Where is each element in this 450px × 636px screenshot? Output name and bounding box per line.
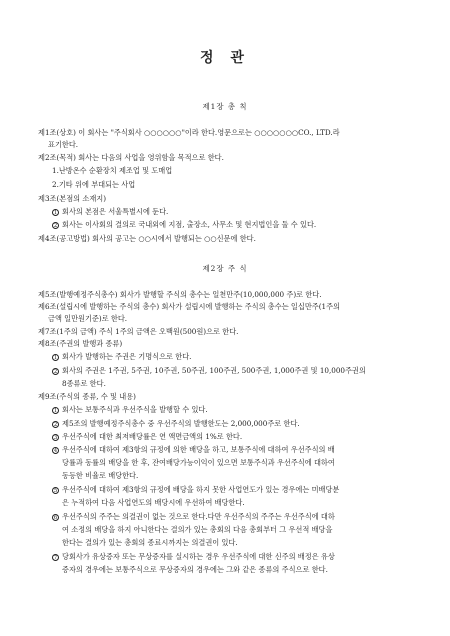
clause-marker: 5: [53, 488, 58, 494]
chapter-2-heading: 제2장 주 식: [202, 264, 248, 273]
article-5: 제5조(발행예정주식총수) 회사가 발행할 주식의 총수는 일천만주(10,000,000 주)로 한다.: [38, 290, 322, 299]
article-7: 제7조(1주의 금액) 주식 1주의 금액은 오백원(500원)으로 한다.: [38, 327, 239, 336]
article-3-clause-2: 2 회사는 이사회의 결의로 국내외에 지점, 출장소, 사무소 및 현지법인을 둘 수 있다.: [53, 220, 317, 229]
article-9-clause-7-cont: 증자의 경우에는 보통주식으로 무상증자의 경우에는 그와 같은 종류의 주식으로 한다.: [62, 565, 328, 574]
clause-marker: 1: [53, 210, 58, 216]
clause-marker: 7: [53, 555, 58, 561]
article-6: 제6조(설립시에 발행하는 주식의 총수) 회사가 설립시에 발행하는 주식의 총수는 일십만주(1주의: [38, 302, 340, 311]
clause-marker: 2: [53, 223, 58, 229]
article-9-clause-5: 5 우선주식에 대하여 제3항의 규정에 배당을 하지 못한 사업연도가 있는 경우에는 미배당분: [53, 485, 340, 494]
article-9-clause-4-cont: 당률과 동률의 배당을 한 후, 잔여배당가능이익이 있으면 보통주식과 우선주식에 대하여: [62, 458, 335, 467]
article-9-clause-6: 6 우선주식의 주주는 의결권이 없는 것으로 한다.다만 우선주식의 주주는 우선주식에 대하: [53, 512, 335, 521]
article-9-clause-4: 4 우선주식에 대하여 제3항의 규정에 의한 배당을 하고, 보통주식에 대하여 우선주식의 배: [53, 445, 335, 454]
article-9: 제9조(주식의 종류, 수 및 내용): [38, 392, 136, 401]
clause-marker: 6: [53, 515, 58, 521]
article-8-clause-2: 2 회사의 주권은 1주권, 5주권, 10주권, 50주권, 100주권, 500주권, 1,000주권 및 10,000주권의: [53, 366, 366, 375]
clause-marker: 1: [53, 355, 58, 361]
document-title: 정 관: [200, 50, 250, 66]
article-4: 제4조(공고방법) 회사의 공고는 ○○시에서 발행되는 ○○신문에 한다.: [38, 234, 256, 243]
article-6-cont: 금액 일만원기준)로 한다.: [48, 314, 128, 323]
article-2: 제2조(목적) 회사는 다음의 사업을 영위함을 목적으로 한다.: [38, 153, 224, 162]
article-9-clause-3: 3 우선주식에 대한 최저배당률은 연 액면금액의 1%로 한다.: [53, 432, 243, 441]
clause-marker: 3: [53, 435, 58, 441]
article-9-clause-5-cont: 은 누적하여 다음 사업연도의 배당시에 우선하여 배당한다.: [62, 498, 245, 507]
article-3: 제3조(본점의 소재지): [38, 194, 107, 203]
article-9-clause-2: 2 제5조의 발행예정주식총수 중 우선주식의 발행한도는 2,000,000주로 한다.: [53, 419, 300, 428]
clause-marker: 4: [53, 448, 58, 454]
article-3-clause-1: 1 회사의 본점은 서울특별시에 둔다.: [53, 207, 169, 216]
article-9-clause-6-cont2: 한다는 결의가 있는 총회의 종료시까지는 의결권이 있다.: [62, 538, 238, 547]
article-8-clause-1: 1 회사가 발행하는 주권은 기명식으로 한다.: [53, 352, 192, 361]
article-9-clause-4-cont2: 동등한 비율로 배당한다.: [62, 471, 139, 480]
article-9-clause-7: 7 당회사가 유상증자 또는 무상증자를 실시하는 경우 우선주식에 대한 신주의 배정은 유상: [53, 552, 335, 561]
article-1-cont: 표기한다.: [48, 140, 79, 149]
clause-marker: 2: [53, 369, 58, 375]
article-9-clause-6-cont: 여 소정의 배당을 하지 아니한다는 결의가 있는 총회의 다음 총회부터 그 우선적 배당을: [62, 525, 333, 534]
clause-marker: 2: [53, 422, 58, 428]
article-2-item-1: 1.난방온수 순환장치 제조업 및 도매업: [52, 166, 173, 175]
article-2-item-2: 2.기타 위에 부대되는 사업: [52, 180, 136, 189]
clause-marker: 1: [53, 408, 58, 414]
chapter-1-heading: 제1장 총 칙: [202, 102, 248, 111]
article-9-clause-1: 1 회사는 보통주식과 우선주식을 발행할 수 있다.: [53, 405, 208, 414]
article-8: 제8조(주권의 발행과 종류): [38, 339, 123, 348]
article-1: 제1조(상호) 이 회사는 "주식회사 ○○○○○○"이라 한다.영문으로는 ○○○○○○○CO., LTD.라: [38, 128, 340, 137]
article-8-clause-2-cont: 8종류로 한다.: [62, 379, 106, 388]
